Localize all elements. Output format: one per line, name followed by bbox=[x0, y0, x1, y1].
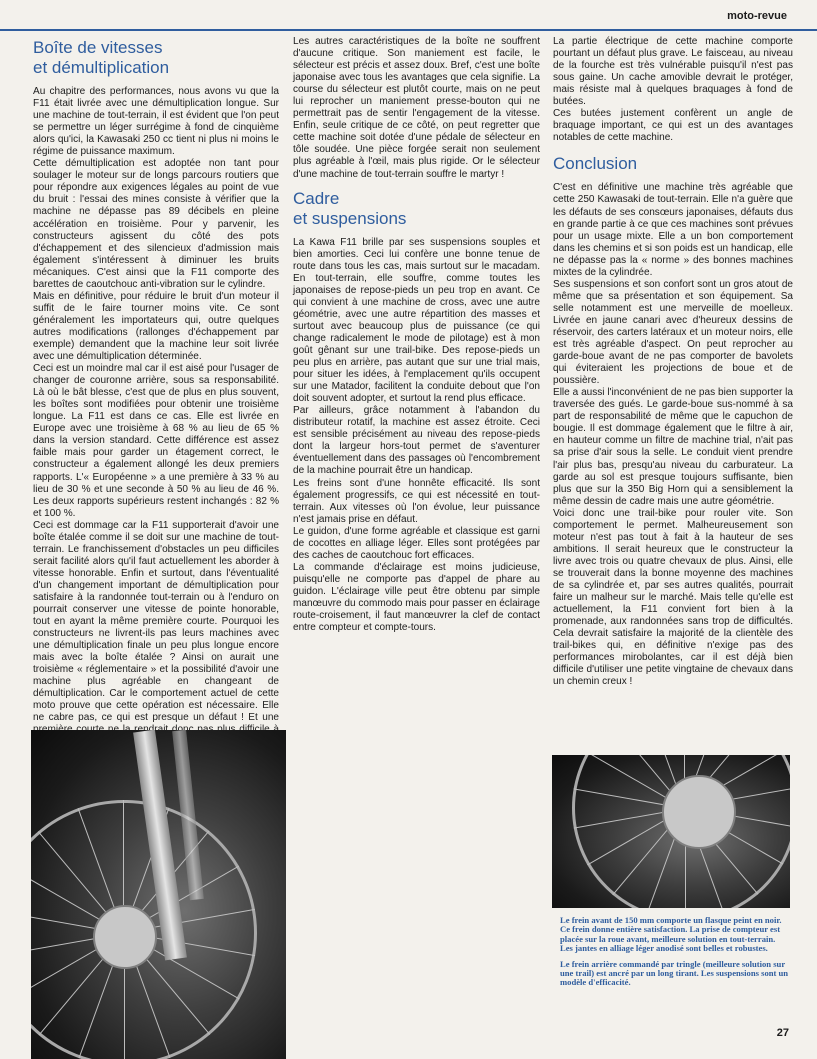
section-title-cadre bbox=[293, 189, 540, 229]
paragraph: La commande d'éclairage est moins judicieuse, puisqu'elle ne comporte pas d'appel de phare au guidon. L'éclairage ville peut être obtenu par simple manœuvre du commodo mais pour passer en éclairage route-croisement, il faut manœuvrer la clef de contact entre compteur et compte-tours. bbox=[293, 561, 540, 634]
column-2 bbox=[293, 36, 540, 634]
paragraph: Au chapitre des performances, nous avons vu que la F11 était livrée avec une démultiplication longue. Sur une machine de tout-terrain, il est évident que l'on peut se permettre un léger surrégime à fond de cinquième alors qu'ici, la Kawasaki 250 cc tient ni plus ni moins le régime de puissance maximum. bbox=[33, 86, 279, 158]
paragraph: La partie électrique de cette machine comporte pourtant un défaut plus grave. Le faisceau, au niveau de la fourche est très vulnérable puisqu'il n'est pas sous gaine. Un cache amovible devrait le protéger, mais résiste mal à quelques braquages à fond de butées. bbox=[553, 36, 793, 108]
paragraph: Cette démultiplication est adoptée non tant pour soulager le moteur sur de longs parcours routiers que pour répondre aux exigences légales au point de vue du bruit : l'essai des mines consiste à vérifier que la machine ne dépasse pas 89 décibels en pleine accélération en troisième. Pour y parvenir, les constructeurs agissent du côté des pots d'échappement et des silencieux d'admission mais également s'intéressent à diminuer les bruits mécaniques. C'est ainsi que la F11 comporte des barettes de caoutchouc anti-vibration sur le cylindre. bbox=[33, 158, 279, 290]
section-title-line: et suspensions bbox=[293, 208, 407, 228]
caption-front: Le frein avant de 150 mm comporte un flasque peint en noir. Ce frein donne entière satisfaction. La prise de compteur est placée sur la roue avant, meilleure solution en tout-terrain. Les jantes en alliage léger anodisé sont belles et robustes. bbox=[560, 915, 782, 954]
paragraph: Par ailleurs, grâce notamment à l'abandon du distributeur rotatif, la machine est assez étroite. Ceci est sensible précisément au niveau des repose-pieds dont la largeur hors-tout permet de s'aventurer éventuellement dans des passages où l'encombrement de la machine pourrait être un handicap. bbox=[293, 405, 540, 477]
header-rule bbox=[0, 29, 817, 31]
photo-captions bbox=[560, 916, 790, 994]
paragraph: Mais en définitive, pour réduire le bruit d'un moteur il suffit de le faire tourner moins vite. Ce sont généralement les importateurs qui, outre quelques autres modifications (rallonges d'échappement par exemple) demandent que la machine leur soit livrée avec une démultiplication déterminée. bbox=[33, 290, 279, 363]
paragraph: La Kawa F11 brille par ses suspensions souples et bien amorties. Ceci lui confère une bonne tenue de route dans tous les cas, mais surtout sur le macadam. En tout-terrain, elle souffre, comme toutes les japonaises de repose-pieds un peu trop en avant. Ce qui convient à une machine de cross, avec une autre géométrie, avec une autre répartition des masses et surtout avec beaucoup plus de puissance (ce qui change radicalement le mode de pilotage) est à mon goût gênant sur une trail-bike. Des repose-pieds un peu plus en arrière, pas autant que sur une trial mais, pour situer les idées, à l'emplacement qu'ils occupent sur une Matador, facilitent la conduite debout que l'on doit souvent adopter, et surtout la rend plus efficace. bbox=[293, 236, 540, 405]
paragraph: C'est en définitive une machine très agréable que cette 250 Kawasaki de tout-terrain. Elle n'a guère que les défauts de ses consœurs japonaises, défauts dus en grande partie à ce que ces machines sont prévues pour un usage mixte. Elle a un bon comportement dans les chemins et si son poids est un handicap, elle ne dépasse pas la « norme » des bonnes machines mixtes de la cylindrée. bbox=[553, 182, 793, 278]
section-title-conclusion bbox=[553, 154, 793, 174]
section-title-line: Cadre bbox=[293, 188, 340, 208]
section-title-line: et démultiplication bbox=[33, 58, 170, 77]
section-title-line: Conclusion bbox=[553, 154, 638, 174]
front-wheel-photo bbox=[31, 730, 286, 1059]
paragraph: Ses suspensions et son confort sont un gros atout de même que sa présentation et son équipement. Sa selle notamment est une merveille de moelleux. Livrée en jaune canari avec d'heureux dessins de réservoir, des carters latéraux et un moteur noirs, elle est très agréable d'aspect. On peut reprocher au garde-boue avant de ne pas comporter de bavolets qui éviteraient les projections de boue et de poussière. bbox=[553, 278, 793, 387]
paragraph: Le guidon, d'une forme agréable et classique est garni de cocottes en alliage léger. Elles sont protégées par des caches de caoutchouc fort efficaces. bbox=[293, 525, 540, 561]
wheel-hub bbox=[93, 905, 157, 969]
magazine-name: moto-revue bbox=[727, 10, 787, 22]
wheel-hub bbox=[662, 775, 736, 849]
paragraph: Voici donc une trail-bike pour rouler vite. Son comportement le permet. Malheureusement son moteur n'est pas tout à fait à la hauteur de ses ambitions. Il serait heureux que le constructeur la livre avec trois ou quatre chevaux de plus. Ainsi, elle se trouverait dans la bonne moyenne des machines de sa cylindrée et, par ses autres qualités, pourrait faire un malheur sur le marché. Mais telle qu'elle est actuellement, la F11 convient fort bien à la promenade, aux randonnées sans trop de difficultés. Cela devrait satisfaire la majorité de la clientèle des trail-bikes qui, en définitive n'exige pas des performances mirobolantes, car il est déjà bien difficile d'utiliser une petite vingtaine de chevaux dans un chemin creux ! bbox=[553, 507, 793, 688]
rear-wheel-photo bbox=[552, 755, 790, 908]
section-title-line: Boîte de vitesses bbox=[33, 38, 163, 57]
paragraph: Les freins sont d'une honnête efficacité. Ils sont également progressifs, ce qui est nécessité en tout-terrain. Aux vitesses où l'on évolue, leur puissance n'est jamais prise en défaut. bbox=[293, 477, 540, 525]
column-3 bbox=[553, 36, 793, 688]
paragraph: Ces butées justement confèrent un angle de braquage important, ce qui est un des avantages notables de cette machine. bbox=[553, 108, 793, 144]
column-1 bbox=[33, 36, 279, 773]
paragraph: Elle a aussi l'inconvénient de ne pas bien supporter la traversée des gués. Le garde-boue sus-nommé à sa part de responsabilité de même que le capuchon de bougie. Il est dommage également que le filtre à air, en hauteur comme un filtre de machine trial, n'ait pas sa prise d'air sous la selle. Le conduit vient prendre l'air plus bas, presqu'au niveau du carburateur. La garde au sol est presque toujours suffisante, bien plus que sur la 350 Big Horn qui a sensiblement la même dessin de cadre mais une autre géométrie. bbox=[553, 387, 793, 507]
section-title-boite bbox=[33, 38, 279, 78]
caption-rear: Le frein arrière commandé par tringle (meilleure solution sur une trail) est ancré par un long tirant. Les suspensions sont un modèle d'efficacité. bbox=[560, 958, 789, 988]
paragraph: Les autres caractéristiques de la boîte ne souffrent d'aucune critique. Son maniement est facile, le sélecteur est précis et assez doux. Bref, c'est une boîte japonaise avec tous les avantages que cela signifie. La course du sélecteur est plutôt courte, mais on ne peut lui reprocher un maniement presse-bouton qui ne permettrait pas de sentir l'engagement de la vitesse. Enfin, seule critique de ce côté, on peut regretter que cette machine soit dotée d'une pédale de sélecteur en tôle soudée. Une pièce forgée serait non seulement plus agréable à l'œil, mais plus rigide. Or le sélecteur d'une machine de tout-terrain souffre le martyr ! bbox=[293, 36, 540, 180]
paragraph: Ceci est un moindre mal car il est aisé pour l'usager de changer de couronne arrière, sous sa responsabilité. Là où le bât blesse, c'est que de plus en plus souvent, les boîtes sont modifiées pour obtenir une troisième longue. La F11 est dans ce cas. Elle est livrée en Europe avec une troisième à 68 % au lieu de 65 % dans la version standard. Cette différence est assez faible mais pour garder un étagement correct, le constructeur a également allongé les deux premiers rapports. L'« Européenne » a une première à 33 % au lieu de 30 % et une seconde à 50 % au lieu de 46 %. Les deux rapports supérieurs restent inchangés : 82 % et 100 %. bbox=[33, 363, 279, 519]
paragraph: Ceci est dommage car la F11 supporterait d'avoir une boîte étalée comme il se doit sur une machine de tout-terrain. Le franchissement d'obstacles un peu difficiles serait facilité alors qu'il faut actuellement les aborder à vitesse honorable. Enfin et surtout, dans l'éventualité d'un changement important de démultiplication pour satisfaire à la randonnée tout-terrain ou à l'enduro on pourrait conserver une vitesse de pointe honorable, tout en ayant la même première courte. Pourquoi les constructeurs ne livrent-ils pas leurs machines avec une démultiplication finale un peu plus longue encore mais avec la boîte étalée ? Ainsi on aurait une troisième « réglementaire » et la possibilité d'avoir une machine plus agréable en changeant de démultiplication. Car le comportement actuel de cette moto prouve que cette opération est nécessaire. Elle ne cabre pas, ce qui est presque un défaut ! Et une bbox=[33, 519, 279, 724]
page-number: 27 bbox=[776, 1027, 789, 1039]
